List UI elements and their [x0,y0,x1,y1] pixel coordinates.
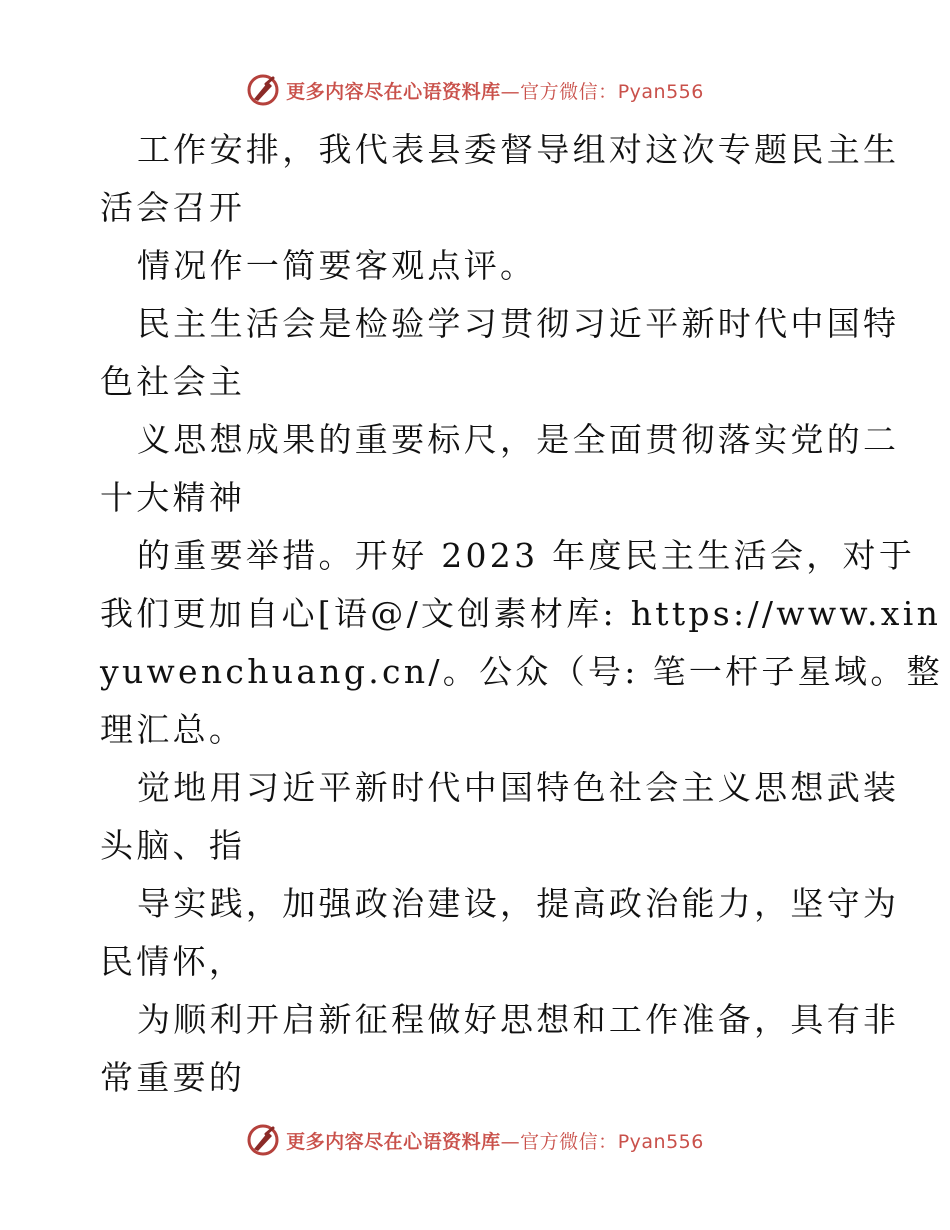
body-line: 情况作一简要客观点评。 [137,246,537,285]
document-body [100,121,943,1107]
body-line: 头脑、指 [100,826,246,865]
header-dash: — [500,80,521,103]
body-line: 的重要举措。开好 2023 年度民主生活会，对于 [137,536,916,575]
header-banner-text [286,77,704,104]
header-banner-inner [246,73,704,107]
footer-banner-inner [246,1123,704,1157]
body-line: 常重要的 [100,1058,246,1097]
body-line: 民情怀， [100,942,246,981]
quill-logo-icon [246,1123,280,1157]
body-line: 觉地用习近平新时代中国特色社会主义思想武装 [137,768,900,807]
footer-brand: 更多内容尽在心语资料库 [286,1130,501,1153]
header-wechat-id: Pyan556 [617,80,704,103]
header-official-label: 官方微信： [520,80,618,103]
body-line: 导实践，加强政治建设，提高政治能力，坚守为 [137,884,900,923]
body-line: 十大精神 [100,478,246,517]
quill-logo-icon [246,73,280,107]
footer-banner [0,1120,950,1160]
header-banner [0,70,950,110]
footer-dash: — [500,1130,521,1153]
body-line: yuwenchuang.cn/。公众（号: 笔一杆子星域。整 [100,652,943,691]
body-line: 为顺利开启新征程做好思想和工作准备，具有非 [137,1000,900,1039]
body-line: 色社会主 [100,362,246,401]
footer-banner-text [286,1127,704,1154]
body-line: 活会召开 [100,188,246,227]
body-line: 理汇总。 [100,710,246,749]
footer-wechat-id: Pyan556 [617,1130,704,1153]
body-line: 我们更加自心[语@/文创素材库: https://www.xin [100,594,942,633]
body-line: 民主生活会是检验学习贯彻习近平新时代中国特 [137,304,900,343]
footer-official-label: 官方微信： [520,1130,618,1153]
body-line: 义思想成果的重要标尺，是全面贯彻落实党的二 [137,420,900,459]
body-line: 工作安排，我代表县委督导组对这次专题民主生 [137,130,900,169]
header-brand: 更多内容尽在心语资料库 [286,80,501,103]
